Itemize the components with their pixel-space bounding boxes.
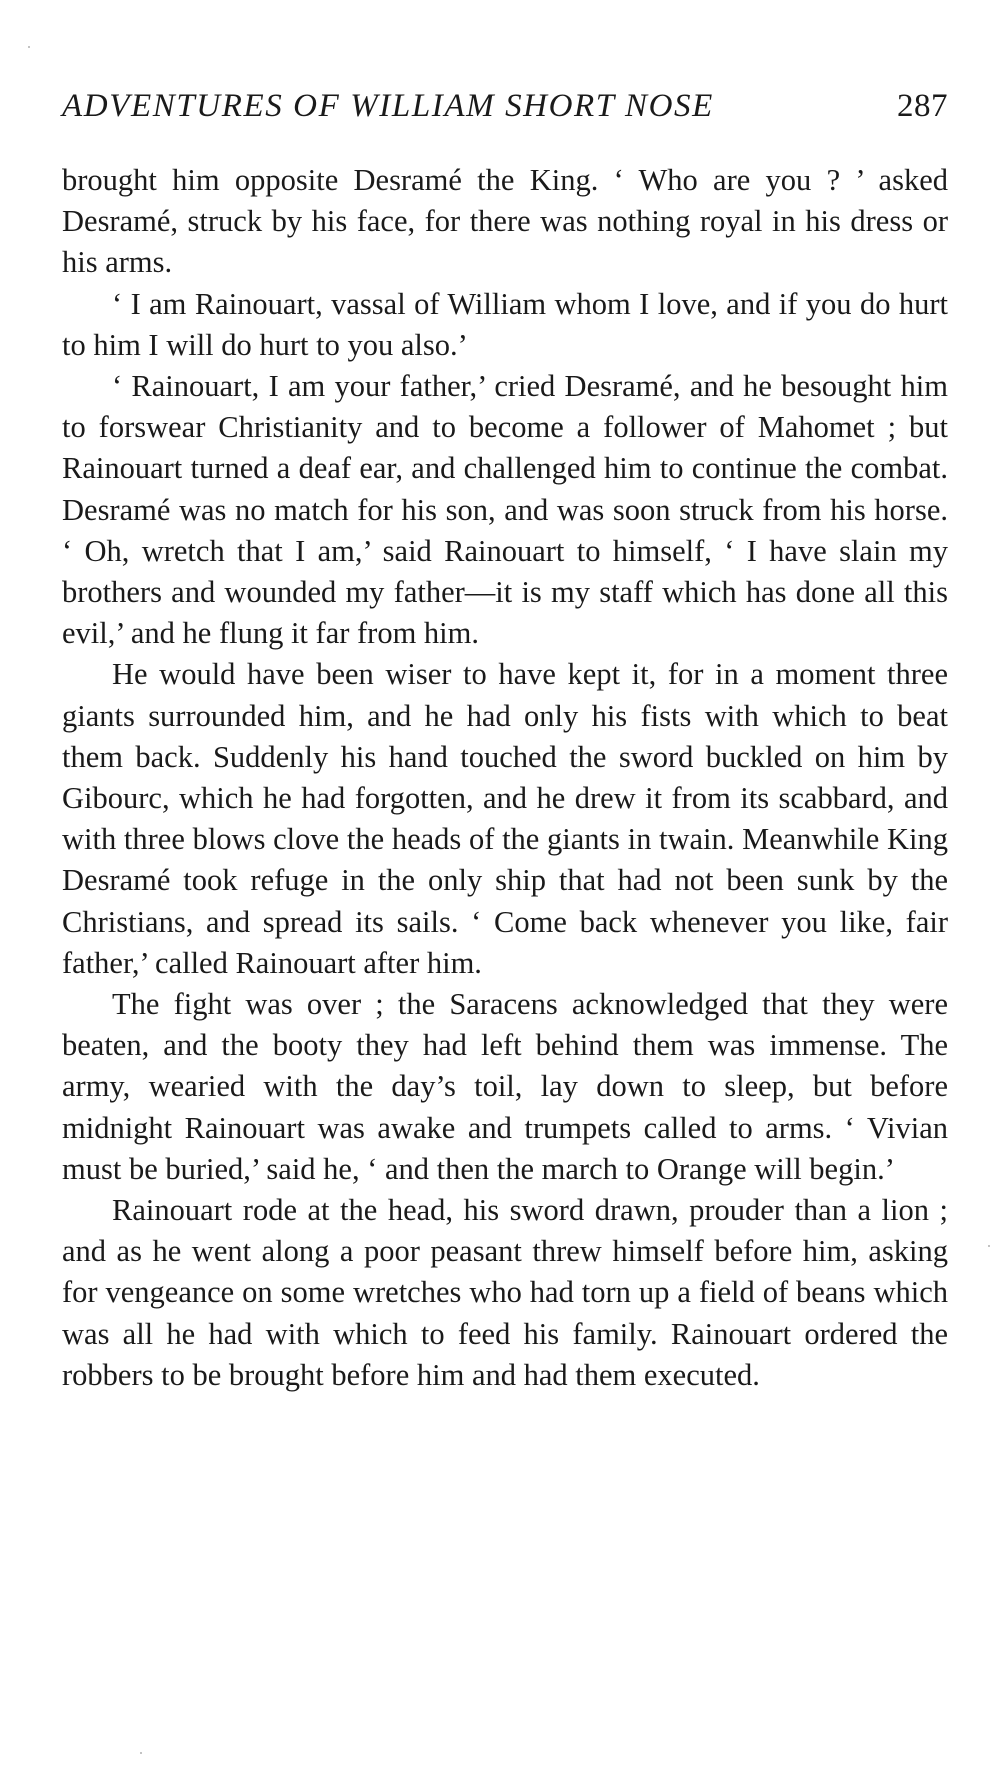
running-title: ADVENTURES OF WILLIAM SHORT NOSE <box>62 88 714 124</box>
paragraph-4: He would have been wiser to have kept it, for in a moment three giants surrounded him, and he had only his fists with which to beat them back. Suddenly his hand touched the sword buckled on him by Gibourc, which he had forgotten, and he drew it from its scabbard, and with three blows clove the heads of the giants in twain. Meanwhile King Desramé took refuge in the only ship that had not been sunk by the Christians, and spread its sails. ‘ Come back whenever you like, fair father,’ called Rainouart after him. <box>62 657 948 980</box>
paragraph-3: ‘ Rainouart, I am your father,’ cried Desramé, and he besought him to forswear Christianity and to become a follower of Mahomet ; but Rainouart turned a deaf ear, and challenged him to continue the combat. Desramé was no match for his son, and was soon struck from his horse. ‘ Oh, wretch that I am,’ said Rainouart to himself, ‘ I have slain my brothers and wounded my father—it is my staff which has done all this evil,’ and he flung it far from him. <box>62 369 948 651</box>
paper-speck <box>140 1752 142 1754</box>
paper-speck <box>28 46 30 48</box>
paragraph-6: Rainouart rode at the head, his sword drawn, prouder than a lion ; and as he went along a poor peasant threw himself before him, asking for vengeance on some wretches who had torn up a field of beans which was all he had with which to feed his family. Rainouart ordered the robbers to be brought before him and had them executed. <box>62 1193 948 1392</box>
paragraph-2: ‘ I am Rainouart, vassal of William whom I love, and if you do hurt to him I will do hurt to you also.’ <box>62 286 948 362</box>
page-header <box>62 80 948 132</box>
page-number: 287 <box>897 88 948 124</box>
paragraph-1: brought him opposite Desramé the King. ‘ Who are you ? ’ asked Desramé, struck by his face, for there was nothing royal in his dress or his arms. <box>62 163 948 280</box>
paper-speck <box>988 1245 990 1247</box>
paragraph-5: The fight was over ; the Saracens acknowledged that they were beaten, and the booty they had left behind them was immense. The army, wearied with the day’s toil, lay down to sleep, but before midnight Rainouart was awake and trumpets called to arms. ‘ Vivian must be buried,’ said he, ‘ and then the march to Orange will begin.’ <box>62 987 948 1186</box>
body-text <box>62 160 948 1396</box>
